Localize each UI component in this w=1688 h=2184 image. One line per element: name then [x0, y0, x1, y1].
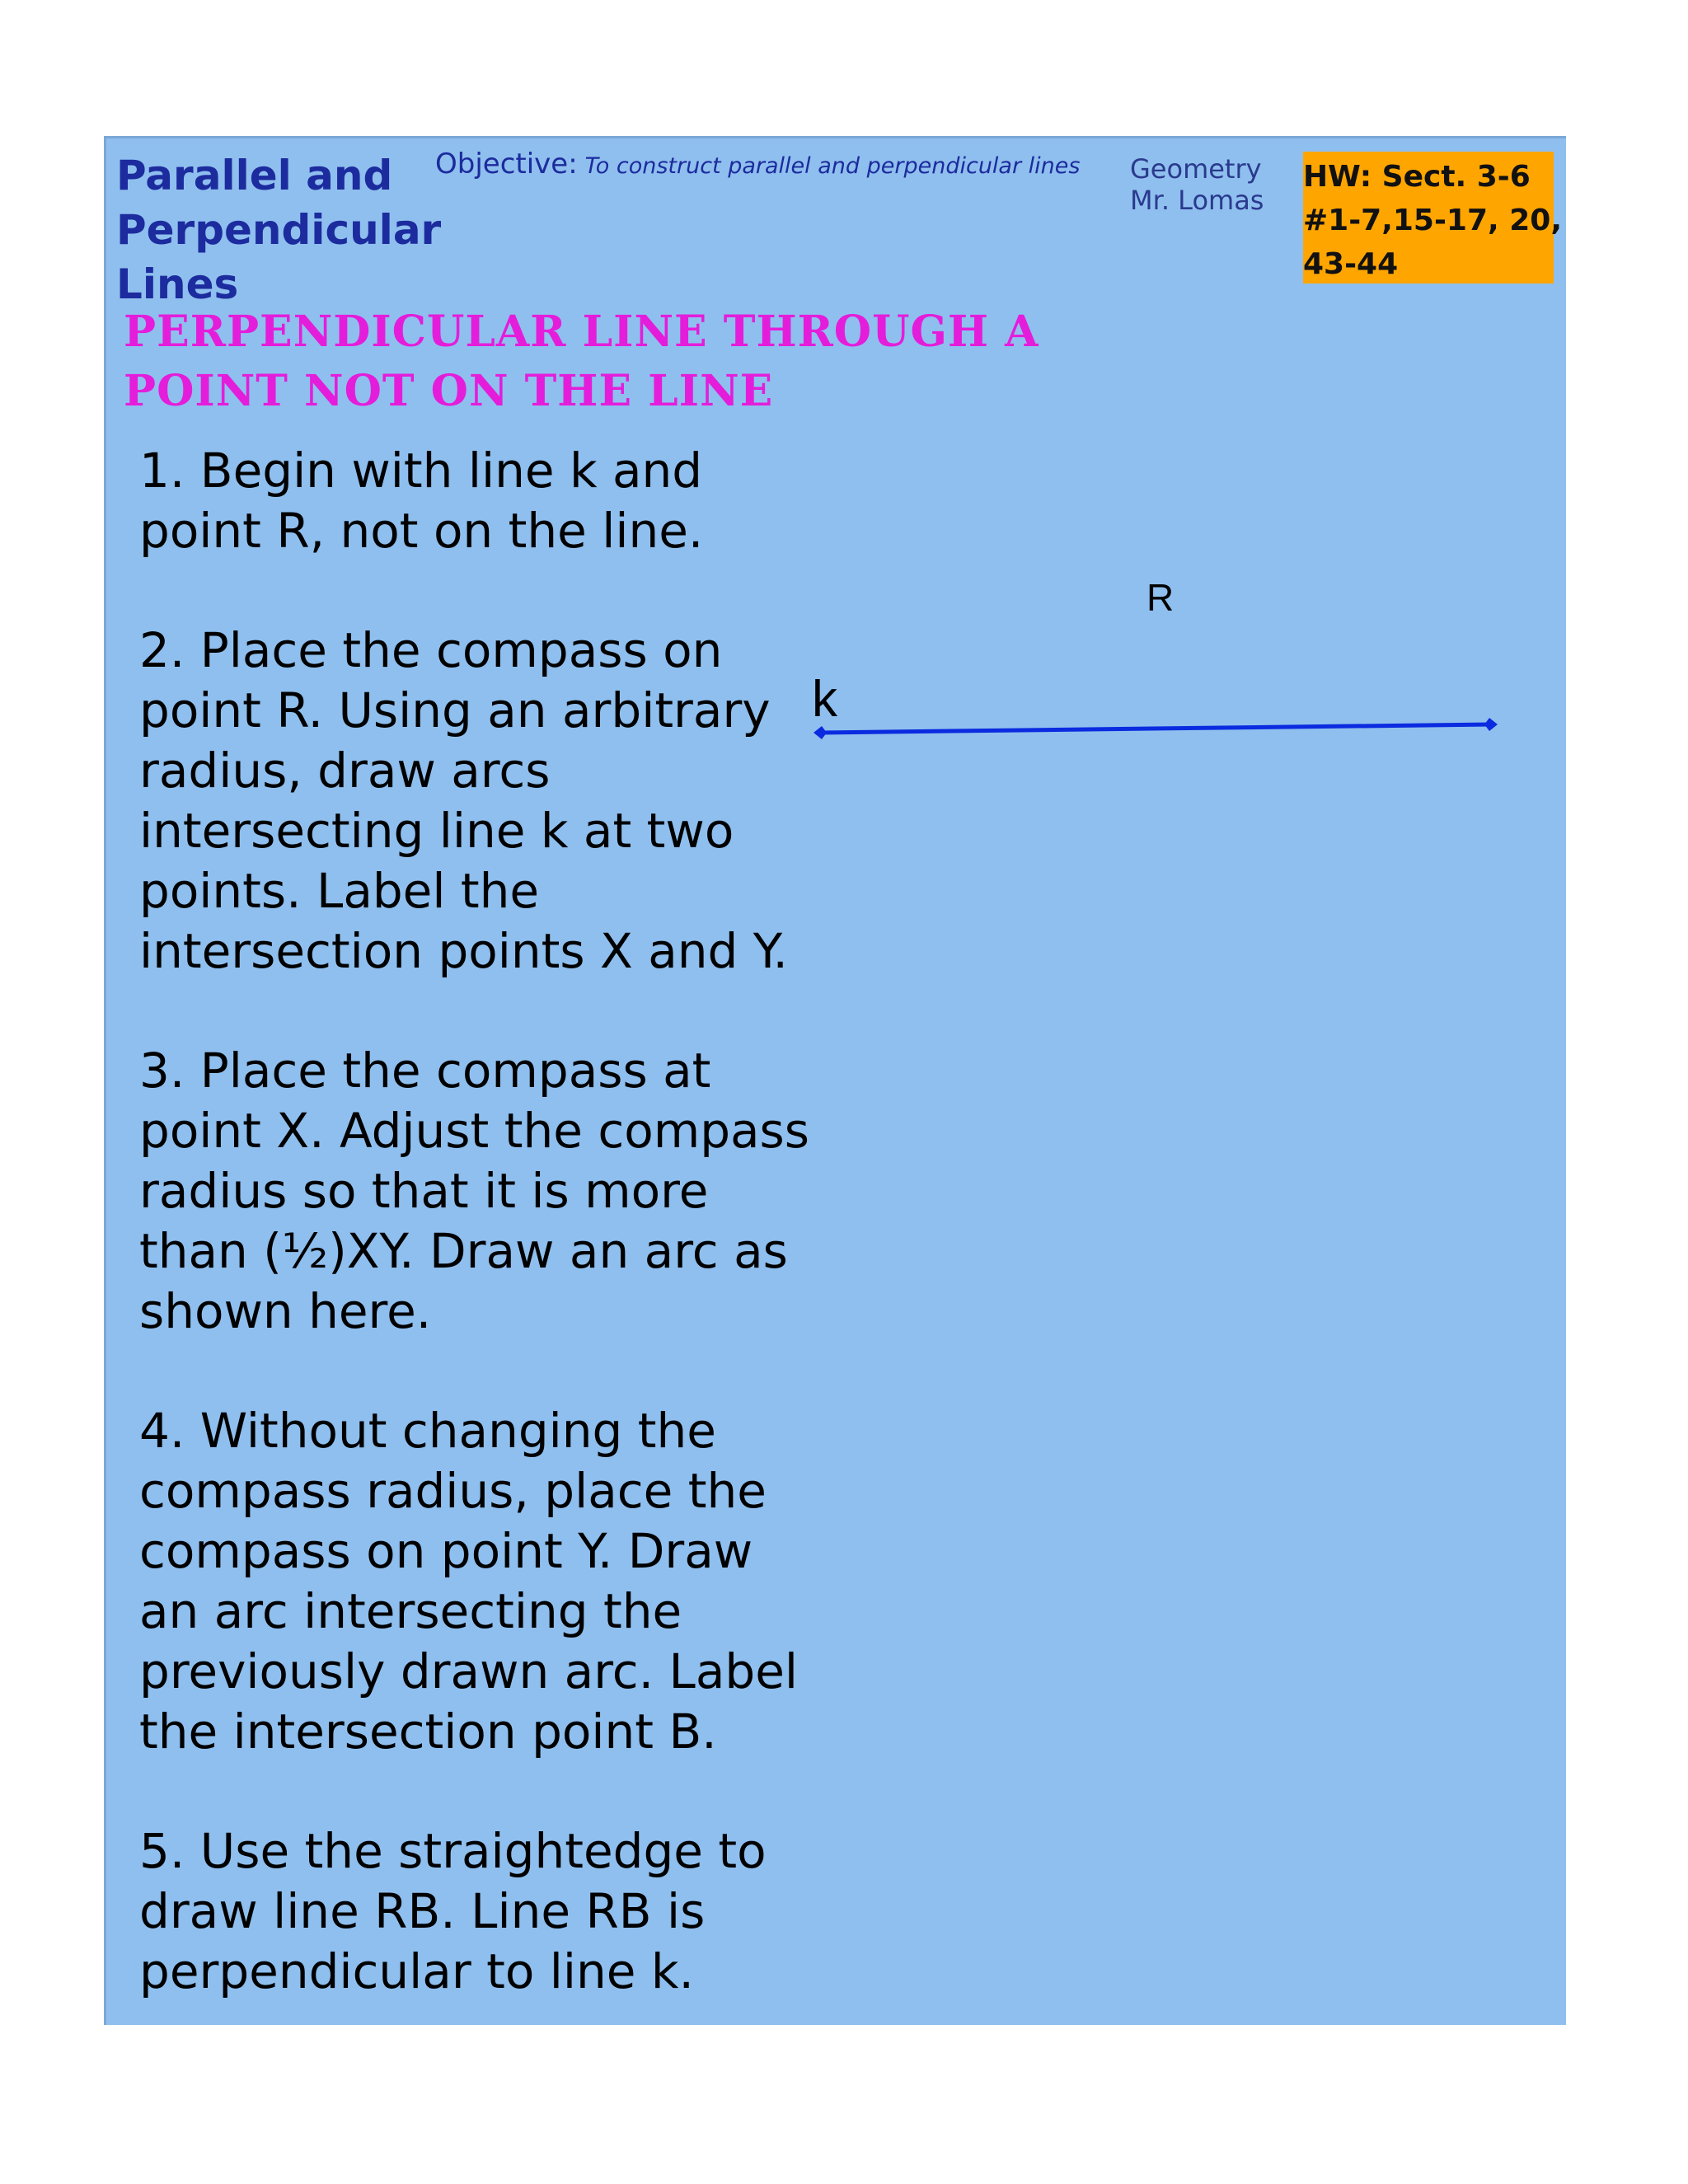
step-line: point X. Adjust the compass — [139, 1103, 809, 1159]
step-line: shown here. — [139, 1283, 432, 1339]
step-line: 5. Use the straightedge to — [139, 1823, 767, 1879]
homework-line: 43-44 — [1303, 247, 1399, 281]
step-line: compass on point Y. Draw — [139, 1523, 753, 1579]
step-line: point R, not on the line. — [139, 503, 704, 559]
line-k-figure — [106, 138, 1568, 2027]
title-line: Perpendicular — [116, 206, 442, 254]
objective-text: To construct parallel and perpendicular lines — [584, 153, 1081, 179]
point-r-label: R — [1146, 576, 1175, 619]
step-line: draw line RB. Line RB is — [139, 1883, 706, 1939]
step-line: an arc intersecting the — [139, 1583, 682, 1639]
step-line: 1. Begin with line k and — [139, 443, 703, 499]
title-line: Parallel and — [116, 152, 393, 199]
step-line: perpendicular to line k. — [139, 1943, 694, 1999]
step-line: intersecting line k at two — [139, 803, 734, 859]
line-k-label: k — [812, 671, 837, 728]
line-k-left-arrow — [814, 726, 827, 739]
step-line: than (½)XY. Draw an arc as — [139, 1223, 788, 1279]
step-line: point R. Using an arbitrary — [139, 682, 771, 738]
step-line: points. Label the — [139, 863, 540, 919]
step-line: the intersection point B. — [139, 1704, 717, 1760]
step-line: compass radius, place the — [139, 1463, 767, 1519]
course-name: Geometry — [1130, 153, 1262, 185]
line-k-right-arrow — [1484, 718, 1498, 731]
slide — [104, 136, 1566, 2025]
teacher-name: Mr. Lomas — [1130, 185, 1264, 216]
heading-line: PERPENDICULAR LINE THROUGH A — [124, 307, 1039, 357]
heading-line: POINT NOT ON THE LINE — [124, 366, 774, 416]
line-k — [820, 724, 1491, 733]
homework-line: HW: Sect. 3-6 — [1303, 160, 1531, 194]
step-line: 2. Place the compass on — [139, 622, 723, 678]
objective-label: Objective: — [435, 148, 578, 180]
step-line: 4. Without changing the — [139, 1403, 716, 1459]
step-line: previously drawn arc. Label — [139, 1643, 799, 1699]
step-line: intersection points X and Y. — [139, 923, 788, 979]
title-line: Lines — [116, 260, 239, 308]
step-line: radius so that it is more — [139, 1163, 709, 1219]
step-line: 3. Place the compass at — [139, 1043, 711, 1099]
homework-line: #1-7,15-17, 20, — [1303, 204, 1562, 237]
step-line: radius, draw arcs — [139, 743, 551, 799]
